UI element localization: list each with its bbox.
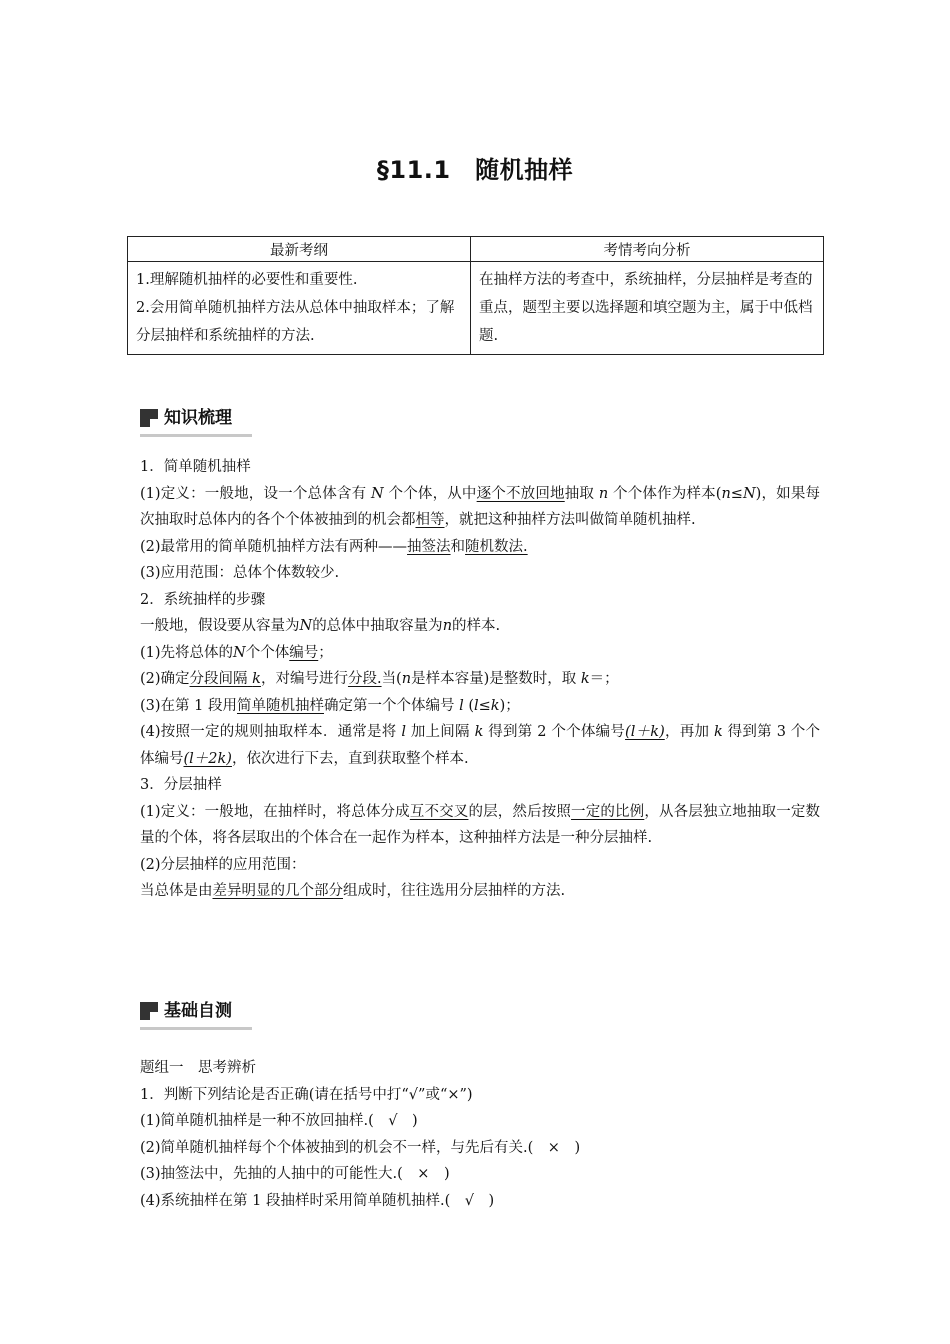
analysis-cell: 在抽样方法的考查中，系统抽样，分层抽样是考查的重点，题型主要以选择题和填空题为主，属于中低档题. bbox=[471, 262, 824, 355]
question-item: (3)抽签法中，先抽的人抽中的可能性大.( × ) bbox=[140, 1166, 450, 1182]
table-header-analysis: 考情考向分析 bbox=[471, 237, 824, 262]
section-knowledge bbox=[140, 405, 252, 435]
question-item: (1)简单随机抽样是一种不放回抽样.( √ ) bbox=[140, 1113, 418, 1129]
paragraph: (2)最常用的简单随机抽样方法有两种——抽签法和随机数法. bbox=[140, 538, 528, 555]
section-title: 知识梳理 bbox=[164, 408, 232, 428]
paragraph: (1)先将总体的N个个体编号； bbox=[140, 644, 333, 661]
paragraph: 一般地，假设要从容量为N的总体中抽取容量为n的样本. bbox=[140, 618, 501, 634]
self-test-body bbox=[140, 1055, 820, 1214]
paragraph: (4)按照一定的规则抽取样本．通常是将 l 加上间隔 k 得到第 2 个个体编号(l＋k)，再加 k 得到第 3 个个体编号(l＋2k)，依次进行下去，直到获取整个样本. bbox=[140, 724, 821, 767]
knowledge-body bbox=[140, 454, 820, 905]
section-self-test bbox=[140, 998, 252, 1028]
page-title: §11.1 随机抽样 bbox=[376, 156, 574, 184]
syllabus-cell bbox=[128, 262, 471, 355]
paragraph: (1)定义：一般地，设一个总体含有 N 个个体，从中逐个不放回地抽取 n 个个体作为样本(n≤N)，如果每次抽取时总体内的各个个体被抽到的机会都相等，就把这种抽样方法叫做简单随机抽样. bbox=[140, 485, 821, 528]
question: 1．判断下列结论是否正确(请在括号中打“√”或“×”) bbox=[140, 1086, 473, 1103]
paragraph: (3)在第 1 段用简单随机抽样确定第一个个体编号 l (l≤k)； bbox=[140, 697, 520, 714]
syllabus-table bbox=[127, 236, 824, 355]
paragraph: (2)确定分段间隔 k，对编号进行分段.当(n是样本容量)是整数时，取 k＝； bbox=[140, 671, 619, 687]
syllabus-item: 2.会用简单随机抽样方法从总体中抽取样本；了解分层抽样和系统抽样的方法. bbox=[136, 300, 455, 344]
section-title: 基础自测 bbox=[164, 1001, 232, 1021]
paragraph: 当总体是由差异明显的几个部分组成时，往往选用分层抽样的方法. bbox=[140, 883, 566, 899]
paragraph: (3)应用范围：总体个体数较少. bbox=[140, 565, 340, 581]
heading: 1．简单随机抽样 bbox=[140, 459, 251, 475]
question-item: (4)系统抽样在第 1 段抽样时采用简单随机抽样.( √ ) bbox=[140, 1192, 495, 1209]
paragraph: (2)分层抽样的应用范围： bbox=[140, 856, 306, 873]
heading: 3．分层抽样 bbox=[140, 777, 222, 793]
group-title: 题组一 思考辨析 bbox=[140, 1060, 256, 1076]
heading: 2．系统抽样的步骤 bbox=[140, 591, 266, 608]
table-header-syllabus: 最新考纲 bbox=[128, 237, 471, 262]
question-item: (2)简单随机抽样每个个体被抽到的机会不一样，与先后有关.( × ) bbox=[140, 1139, 581, 1156]
syllabus-item: 1.理解随机抽样的必要性和重要性. bbox=[136, 272, 358, 288]
paragraph: (1)定义：一般地，在抽样时，将总体分成互不交叉的层，然后按照一定的比例，从各层独立地抽取一定数量的个体，将各层取出的个体合在一起作为样本，这种抽样方法是一种分层抽样. bbox=[140, 803, 821, 846]
